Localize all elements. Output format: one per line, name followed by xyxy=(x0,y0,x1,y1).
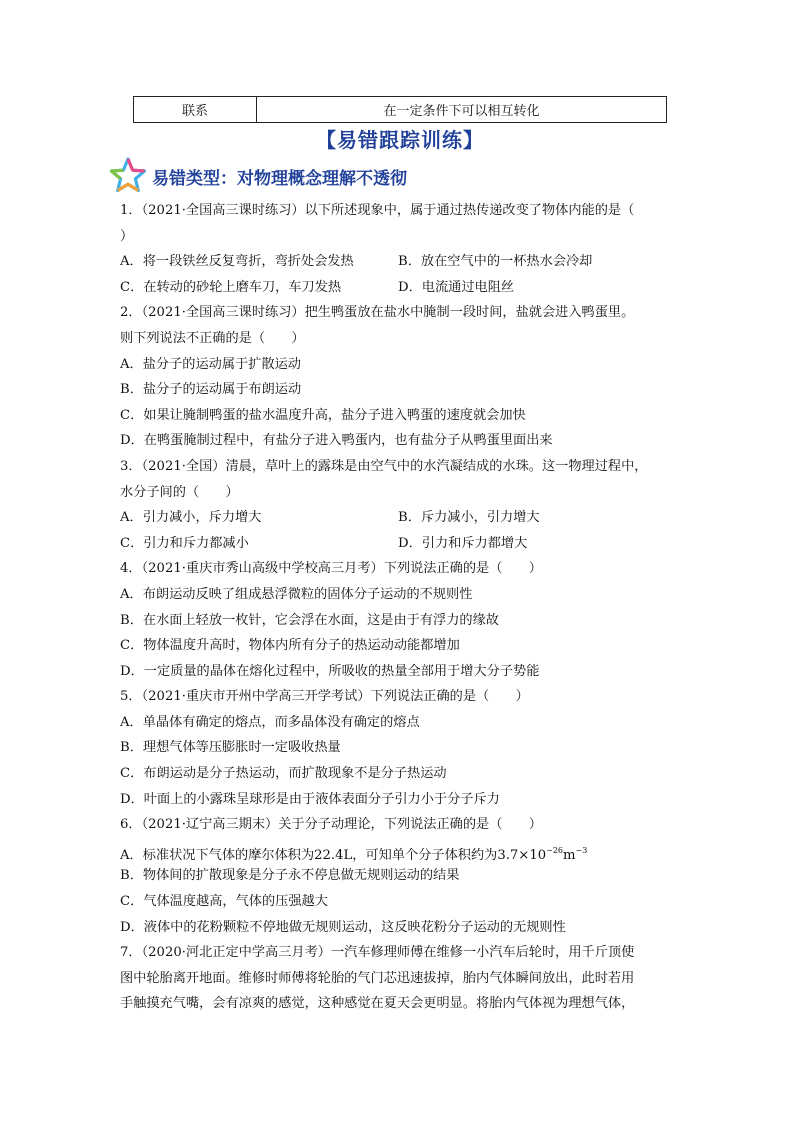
unit: m xyxy=(563,847,576,863)
question-5 xyxy=(120,684,680,812)
question-7 xyxy=(120,940,680,1017)
question-stem: 手触摸充气嘴，会有凉爽的感觉，这种感觉在夏天会更明显。将胎内气体视为理想气体， xyxy=(120,996,635,1012)
question-stem: 1．（2021·全国高三课时练习）以下所述现象中，属于通过热传递改变了物体内能的是（ xyxy=(120,203,635,218)
option-a xyxy=(120,838,680,864)
option-a: A．单晶体有确定的熔点，而多晶体没有确定的熔点 xyxy=(120,714,420,730)
exponent: −26 xyxy=(546,845,564,855)
question-stem: 6．（2021·辽宁高三期末）关于分子动理论，下列说法正确的是（ ） xyxy=(120,817,542,833)
option-row xyxy=(120,249,680,275)
unit-exponent: −3 xyxy=(575,845,588,855)
question-6 xyxy=(120,812,680,940)
option-row xyxy=(120,275,680,301)
option-c: C．在转动的砂轮上磨车刀，车刀发热 xyxy=(120,279,342,295)
option-a: A．盐分子的运动属于扩散运动 xyxy=(120,356,301,372)
question-2 xyxy=(120,300,680,454)
question-4 xyxy=(120,556,680,684)
option-b: B．放在空气中的一杯热水会冷却 xyxy=(398,254,593,270)
option-a: A．引力减小，斥力增大 xyxy=(120,510,262,526)
error-type-heading xyxy=(108,156,407,196)
question-stem: 2．（2021·全国高三课时练习）把生鸭蛋放在盐水中腌制一段时间，盐就会进入鸭蛋里。 xyxy=(120,305,635,321)
question-stem: 3．（2021·全国）清晨，草叶上的露珠是由空气中的水汽凝结成的水珠。这一物理过程中， xyxy=(120,458,648,474)
option-a: A．布朗运动反映了组成悬浮微粒的固体分子运动的不规则性 xyxy=(120,586,473,602)
question-list xyxy=(120,198,680,1017)
option-d: D．引力和斥力都增大 xyxy=(398,535,528,551)
question-stem: 7．（2020·河北正定中学高三月考）一汽车修理师傅在维修一小汽车后轮时，用千斤顶使 xyxy=(120,945,635,961)
option-b: B．物体间的扩散现象是分子永不停息做无规则运动的结果 xyxy=(120,868,460,884)
option-b: B．在水面上轻放一枚针，它会浮在水面，这是由于有浮力的缘故 xyxy=(120,612,499,628)
option-d: D．叶面上的小露珠呈球形是由于液体表面分子引力小于分子斥力 xyxy=(120,791,500,807)
option-c: C．如果让腌制鸭蛋的盐水温度升高，盐分子进入鸭蛋的速度就会加快 xyxy=(120,407,526,423)
error-type-label: 易错类型：对物理概念理解不透彻 xyxy=(152,168,407,189)
question-1 xyxy=(120,198,680,300)
option-c: C．引力和斥力都减小 xyxy=(120,535,249,551)
option-row xyxy=(120,531,680,557)
question-3 xyxy=(120,454,680,556)
option-b: B．理想气体等压膨胀时一定吸收热量 xyxy=(120,740,341,756)
table-value-cell: 在一定条件下可以相互转化 xyxy=(257,97,667,123)
option-c: C．物体温度升高时，物体内所有分子的热运动动能都增加 xyxy=(120,638,460,654)
option-b: B．斥力减小，引力增大 xyxy=(398,510,540,526)
option-d: D．在鸭蛋腌制过程中，有盐分子进入鸭蛋内，也有盐分子从鸭蛋里面出来 xyxy=(120,433,553,449)
question-stem: 则下列说法不正确的是（ ） xyxy=(120,330,305,346)
question-stem: 水分子间的（ ） xyxy=(120,484,239,500)
option-a: A．将一段铁丝反复弯折，弯折处会发热 xyxy=(120,254,354,270)
question-stem: 图中轮胎离开地面。维修时师傅将轮胎的气门芯迅速拔掉，胎内气体瞬间放出，此时若用 xyxy=(120,970,635,986)
option-a-text: A．标准状况下气体的摩尔体积为22.4L，可知单个分子体积约为3.7×10 xyxy=(120,847,547,863)
option-b: B．盐分子的运动属于布朗运动 xyxy=(120,382,302,398)
table-label-cell: 联系 xyxy=(134,97,257,123)
question-stem: 5．（2021·重庆市开州中学高三开学考试）下列说法正确的是（ ） xyxy=(120,689,529,705)
option-d: D．电流通过电阻丝 xyxy=(398,279,515,295)
star-icon xyxy=(108,156,148,196)
question-stem: ） xyxy=(120,228,134,244)
option-c: C．气体温度越高，气体的压强越大 xyxy=(120,894,328,910)
relation-table xyxy=(133,96,667,123)
option-row xyxy=(120,505,680,531)
table-row xyxy=(134,97,667,123)
question-stem: 4．（2021·重庆市秀山高级中学校高三月考）下列说法正确的是（ ） xyxy=(120,561,542,577)
option-c: C．布朗运动是分子热运动，而扩散现象不是分子热运动 xyxy=(120,766,447,782)
section-title: 【易错跟踪训练】 xyxy=(316,128,484,152)
option-d: D．液体中的花粉颗粒不停地做无规则运动，这反映花粉分子运动的无规则性 xyxy=(120,919,566,935)
option-d: D．一定质量的晶体在熔化过程中，所吸收的热量全部用于增大分子势能 xyxy=(120,663,540,679)
